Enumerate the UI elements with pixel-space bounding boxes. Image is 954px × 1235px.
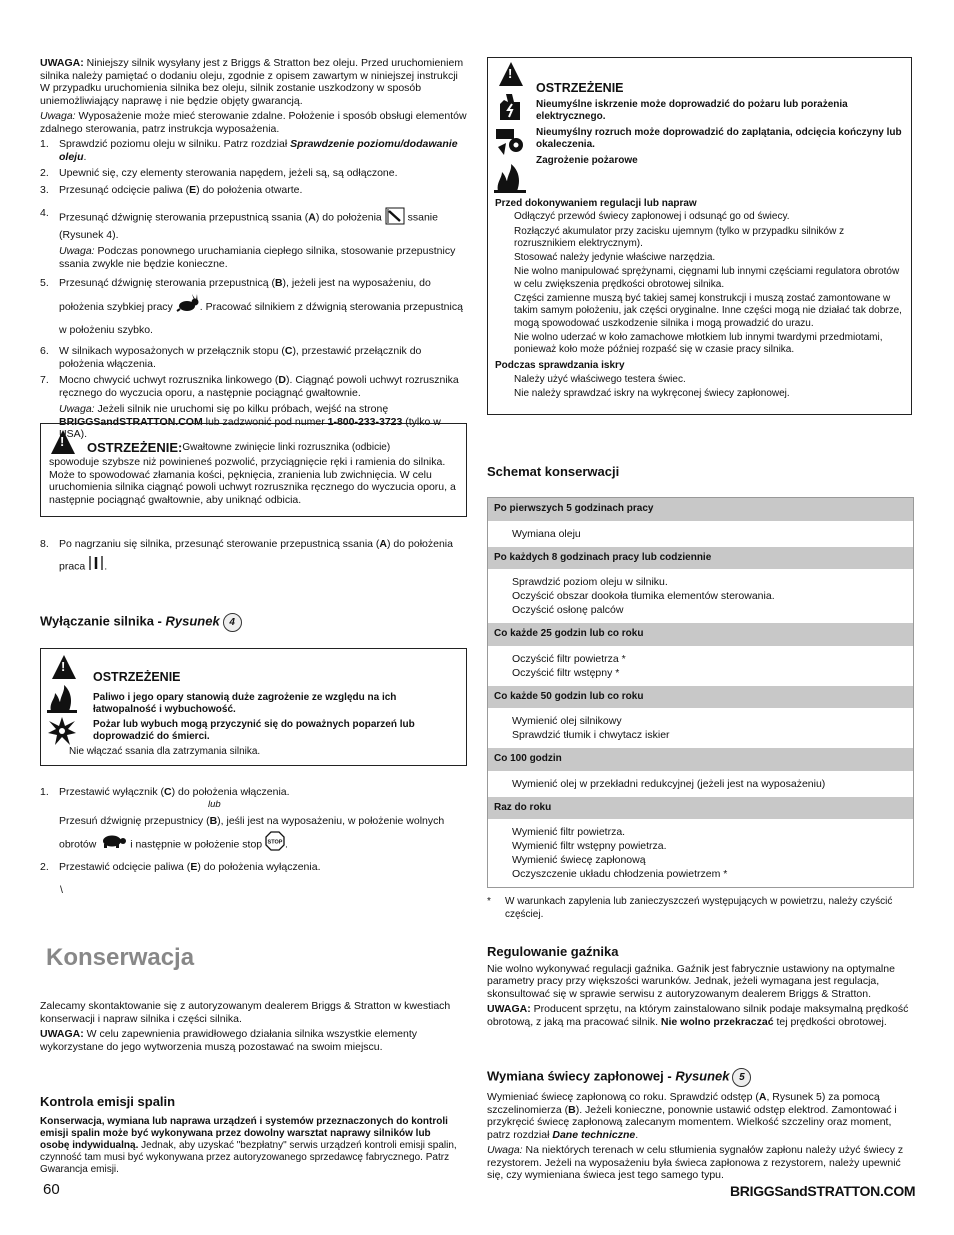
footnote-mark: * — [487, 896, 491, 907]
warning-subtitle: Przed dokonywaniem regulacji lub napraw — [495, 198, 697, 209]
schedule-items — [488, 646, 913, 686]
step-text: ) do położenia praca — [59, 538, 453, 573]
step-text: ). Ciągnąć powoli uchwyt rozrusznika ręcznego do wyczucia oporu, a następnie pociągnąć gwałtownie. — [59, 374, 459, 399]
step-text: Przestawić odcięcie paliwa ( — [59, 861, 191, 873]
stop-alt — [40, 811, 467, 858]
warning-title: OSTRZEŻENIE — [536, 81, 624, 95]
warning-label: UWAGA: — [40, 1028, 84, 1040]
step-number: 6. — [40, 345, 49, 357]
maintenance-text: Zalecamy skontaktowanie się z autoryzowanym dealerem Briggs & Stratton w kwestiach konserwacji i napraw silnika i części silnika. — [40, 1000, 451, 1025]
warning-item: Nie wolno uderzać w koło zamachowe młotkiem lub innymi twardymi przedmiotami, ponieważ koło może później rozpaść się w czasie pracy silnika. — [514, 331, 883, 356]
schedule-item: Oczyszczenie układu chłodzenia powietrzem * — [512, 868, 728, 880]
step-text: ) do położenia otwarte. — [196, 183, 303, 196]
maintenance-schedule-table — [487, 497, 914, 888]
schedule-item: Oczyścić obszar dookoła tłumika elementów sterowania. — [512, 590, 775, 602]
step-text: . — [83, 150, 87, 163]
figure-ref: 5 — [732, 1068, 751, 1087]
emission-text — [40, 1116, 460, 1176]
spark-plug-title — [487, 1068, 912, 1087]
hazard-icons — [494, 62, 530, 196]
step-number: 1. — [40, 786, 49, 798]
warning-triangle-icon — [51, 430, 75, 454]
stop-engine-title — [40, 613, 467, 632]
note-text: (tylko w USA). — [59, 415, 441, 440]
note-text: lub zadzwonić pod numer — [202, 415, 328, 428]
note-label: Uwaga: — [487, 1144, 523, 1156]
svg-text:STOP: STOP — [267, 839, 283, 846]
step-text: Przestawić wyłącznik ( — [59, 786, 165, 798]
stop-step-2 — [40, 861, 467, 874]
warning-box-recoil — [40, 423, 467, 517]
warning-body — [69, 670, 458, 758]
stop-steps — [40, 786, 467, 878]
stray-mark: \ — [60, 884, 63, 896]
schedule-footnote — [487, 896, 907, 921]
schedule-item: Wymienić filtr wstępny powietrza. — [512, 840, 667, 852]
note-label: Uwaga: — [40, 110, 76, 122]
step-ref: B — [209, 815, 218, 827]
stop-step-1 — [40, 786, 467, 799]
warning-text: tej prędkości obrotowej. — [773, 1015, 887, 1028]
step-text: Mocno chwycić uchwyt rozrusznika linkowego ( — [59, 374, 279, 386]
warning-text: Zagrożenie pożarowe — [536, 155, 638, 166]
maintenance-intro — [40, 1000, 470, 1056]
warning-item: Stosować należy jedynie właściwe narzędzia. — [514, 252, 716, 264]
spark-plug-section — [487, 1068, 912, 1182]
warning-title: OSTRZEŻENIE — [93, 670, 181, 684]
step-text: W silnikach wyposażonych w przełącznik stopu ( — [59, 345, 285, 357]
note-text: Wyposażenie może mieć sterowanie zdalne. Położenie i sposób obsługi elementów zdalnego sterowania, patrz instrukcja wyposażenia. — [40, 110, 467, 135]
hazard-icons — [47, 655, 81, 750]
warning-list — [495, 374, 905, 401]
step-text: ), jeśli jest na wyposażeniu, w położenie wolnych obrotów — [59, 815, 445, 851]
schedule-item: Oczyścić osłonę palców — [512, 604, 624, 616]
note-remote — [40, 110, 467, 135]
carburetor-warning — [487, 1003, 912, 1028]
warning-details — [495, 198, 905, 400]
schedule-item: Oczyścić filtr wstępny * — [512, 666, 620, 679]
warning-title: OSTRZEŻENIE: — [87, 439, 183, 455]
step-1 — [40, 138, 467, 163]
text: ). Jeżeli konieczne, ponownie ustawić odstęp elektrod. Zamontować i przykręcić świecę zapłonową zalecanym momentem. Wielkość szczeliny oraz moment, patrz rozdział — [487, 1103, 897, 1141]
warning-text: Producent sprzętu, na którym zainstalowano silnik podaje maksymalną prędkość obrotową, z jaką ma pracować silnik. — [487, 1003, 909, 1028]
warning-text: Nieumyślne iskrzenie może doprowadzić do pożaru lub porażenia elektrycznego. — [536, 99, 848, 122]
or-label: lub — [208, 798, 221, 810]
fire-icon — [47, 683, 77, 713]
step-4 — [40, 207, 467, 241]
carburetor-section — [487, 946, 912, 1028]
warning-text: Nie włączać ssania dla zatrzymania silnika. — [69, 745, 261, 757]
schedule-items — [488, 771, 913, 797]
step-number: 2. — [40, 861, 49, 873]
warning-body — [536, 82, 906, 167]
phone-number: 1-800-233-3723 — [327, 415, 403, 428]
website-link[interactable]: BRIGGSandSTRATTON.COM — [59, 415, 203, 428]
warning-item: Nie należy sprawdzać iskry na wykręconej świecy zapłonowej. — [514, 388, 790, 400]
step-2 — [40, 167, 467, 180]
text: Wymieniać świecę zapłonową co roku. Sprawdzić odstęp ( — [487, 1091, 759, 1103]
footnote-text: W warunkach zapylenia lub zanieczyszczeń występujących w powietrzu, należy czyścić częściej. — [505, 896, 893, 920]
turtle-slow-icon — [99, 834, 127, 855]
step-text: ), przestawić przełącznik do położenia włączenia. — [59, 345, 422, 370]
step-text: ), jeżeli jest na wyposażeniu, do położenia szybkiej pracy — [59, 277, 431, 313]
schedule-item: Sprawdzić poziom oleju w silniku. — [512, 576, 668, 588]
step-4-note — [40, 245, 467, 270]
section-title: Wymiana świecy zapłonowej - — [487, 1068, 676, 1084]
step-text: Upewnić się, czy elementy sterowania napędem, jeżeli są, są odłączone. — [59, 167, 398, 179]
step-text: ) do położenia włączenia. — [171, 786, 290, 798]
schedule-item: Wymienić olej w przekładni redukcyjnej (jeżeli jest na wyposażeniu) — [512, 777, 826, 790]
schedule-items — [488, 708, 913, 748]
schedule-item: Oczyścić filtr powietrza * — [512, 652, 626, 665]
schedule-item: Wymiana oleju — [512, 527, 581, 540]
step-ref: A — [308, 211, 316, 224]
step-ref: Sprawdzenie poziomu/dodawanie oleju — [59, 138, 458, 163]
step-ref: B — [274, 277, 283, 289]
fire-icon — [494, 161, 526, 193]
section-title: Rysunek — [165, 613, 220, 629]
figure-ref: 4 — [223, 613, 242, 632]
warning-list — [495, 211, 905, 356]
step-ref: D — [278, 374, 287, 386]
warning-text: W celu zapewnienia prawidłowego działania silnika wszystkie elementy wykorzystane do jego wytworzenia muszą pozostawać na swoim miejscu. — [40, 1028, 417, 1053]
warning-item: Odłączyć przewód świecy zapłonowej i odsunąć go od świecy. — [514, 211, 790, 223]
spark-plug-text — [487, 1091, 912, 1141]
step-text: . — [285, 838, 288, 851]
schedule-header: Po pierwszych 5 godzinach pracy — [488, 498, 913, 521]
page-number: 60 — [43, 1181, 60, 1198]
step-number: 4. — [40, 207, 49, 219]
warning-label: UWAGA: — [487, 1003, 531, 1015]
step-7 — [40, 374, 467, 399]
schedule-items — [488, 569, 913, 623]
step-text: Sprawdzić poziomu oleju w silniku. Patrz rozdział — [59, 138, 291, 150]
step-6 — [40, 345, 467, 370]
step-ref: C — [284, 345, 293, 357]
warning-item: Należy użyć właściwego testera świec. — [514, 373, 686, 385]
step-number: 8. — [40, 538, 49, 550]
step-5 — [40, 273, 467, 341]
step-number: 2. — [40, 167, 49, 179]
step-text: Po nagrzaniu się silnika, przesunąć sterowanie przepustnicą ssania ( — [59, 538, 380, 550]
rabbit-fast-icon — [176, 294, 200, 320]
maintenance-title: Konserwacja — [46, 944, 195, 971]
step-ref: C — [164, 786, 172, 798]
note-text: Jeżeli silnik nie uruchomi się po kilku próbach, wejść na stronę — [94, 403, 389, 415]
emission-normal: Jednak, aby uzyskać "bezpłatny" serwis urządzeń kontroli emisji spalin, czynność tam musi być wykonywana przez autoryzowanego sprzedawcę fabrycznego. Patrz Gwarancja emisji. — [40, 1139, 457, 1175]
maintenance-warning — [40, 1028, 470, 1053]
schedule-header: Co każde 50 godzin lub co roku — [488, 686, 913, 709]
intro-warning — [40, 57, 467, 107]
intro-warning-label: UWAGA: — [40, 57, 84, 69]
step-ref: E — [189, 183, 197, 196]
schedule-items — [488, 819, 913, 887]
ref: Dane techniczne — [552, 1128, 636, 1141]
schedule-header: Po każdych 8 godzinach pracy lub codziennie — [488, 547, 913, 570]
emission-section — [40, 1096, 460, 1176]
choke-icon — [385, 207, 405, 229]
note-label: Uwaga: — [59, 245, 95, 257]
section-title: Regulowanie gaźnika — [487, 944, 619, 959]
warning-text: Paliwo i jego opary stanowią duże zagrożenie ze względu na ich łatwopalność i wybuchowość. — [93, 691, 397, 715]
section-title: Kontrola emisji spalin — [40, 1094, 176, 1109]
step-text: ssanie (Rysunek 4). — [59, 211, 438, 241]
explosion-icon — [47, 716, 77, 746]
warning-text: Nieumyślny rozruch może doprowadzić do zaplątania, odcięcia kończyny lub okaleczenia. — [536, 127, 902, 150]
step-8 — [40, 534, 467, 583]
stop-icon — [265, 831, 285, 858]
ref: B — [568, 1103, 576, 1116]
step-text: . — [104, 560, 108, 573]
start-steps — [40, 138, 467, 441]
step-text: Przesunąć dźwignię sterowania przepustnicą ( — [59, 277, 275, 289]
step-text: i następnie w położenie stop — [127, 838, 263, 851]
warning-item: Części zamienne muszą być takiej samej konstrukcji i muszą zostać zamontowane w takim samym położeniu, jak części oryginalne. Inne części mogą nie działać tak dobrze, mogą spowodować uszkodzenie silnika i mogą prowadzić do urazu. — [514, 293, 902, 329]
schedule-title: Schemat konserwacji — [487, 464, 620, 479]
step-text: Przesuń dźwignię przepustnicy ( — [59, 815, 210, 827]
warning-triangle-icon — [499, 62, 523, 86]
ref: A — [758, 1091, 767, 1103]
carburetor-text: Nie wolno wykonywać regulacji gaźnika. Gaźnik jest fabrycznie ustawiony na optymalne parametry pracy przy większości warunków. Jednak, jeżeli wymagana jest regulacja, skonsultować się w sprawie serwisu z autoryzowanym dealerem Briggs & Stratton. — [487, 962, 895, 1000]
step-text: Przesunąć odcięcie paliwa ( — [59, 183, 190, 196]
warning-item: Nie wolno manipulować sprężynami, cięgnami lub innymi częściami regulatora obrotów w celu zwiększenia prędkości obrotowej silnika. — [514, 266, 900, 290]
step-text: ) do położenia — [315, 211, 382, 224]
text: . — [635, 1128, 639, 1141]
schedule-item: Wymienić filtr powietrza. — [512, 826, 626, 838]
note-label: Uwaga: — [59, 403, 95, 415]
step-8-item — [40, 534, 467, 579]
schedule-header: Raz do roku — [488, 797, 913, 820]
step-3 — [40, 184, 467, 197]
step-number: 3. — [40, 183, 49, 196]
schedule-item: Wymienić olej silnikowy — [512, 715, 622, 727]
step-text: ) do położenia wyłączenia. — [197, 861, 321, 873]
warning-subtitle: Podczas sprawdzania iskry — [495, 359, 625, 371]
note-text: Na niektórych terenach w celu stłumienia sygnałów zapłonu należy użyć świecy z rezystorem. Jeżeli na wyposażeniu była świeca zapłonowa z rezystorem, należy upewnić się, czy wymieniana świeca jest tego samego typu. — [487, 1144, 904, 1181]
warning-text: spowoduje szybsze niż powinieneś pozwolić, przyciągnięcie ręki i ramienia do silnika. Może to spowodować złamania kości, pęknięcia, zranienia lub zwichnięcia. W celu uruchomienia silnika ciągnąć powoli uchwyt rozrusznika ręcznego do wyczucia oporu, a następnie pociągnąć gwałtownie, aby uniknąć odbicia. — [49, 456, 456, 506]
warning-box-spark — [487, 57, 912, 415]
schedule-header: Co 100 godzin — [488, 748, 913, 771]
warning-text: Gwałtowne zwinięcie linki rozrusznika (odbicie) — [182, 441, 391, 453]
spark-plug-note — [487, 1144, 912, 1182]
warning-head — [49, 430, 458, 454]
emission-bold: Konserwacja, wymiana lub naprawa urządzeń i systemów przeznaczonych do kontroli emisji spalin może być wykonywana przez dowolny warsztat naprawy silników lub osobę indywidualną. — [40, 1115, 448, 1151]
text: , Rysunek 5) za pomocą szczelinomierza ( — [487, 1091, 880, 1116]
shock-icon — [494, 90, 526, 122]
step-ref: A — [379, 538, 388, 550]
warning-bold: Nie wolno przekraczać — [660, 1015, 774, 1028]
schedule-item: Wymienić świecę zapłonową — [512, 854, 646, 866]
intro-warning-text: Niniejszy silnik wysyłany jest z Briggs & Stratton bez oleju. Przed uruchomieniem silnika należy pamiętać o dodaniu oleju, zgodnie z opisem zawartym w niniejszej instrukcji W przypadku uruchomienia silnika bez oleju, silnik zostanie uszkodzony w sposób uniemożliwiający naprawę i nie będzie objęty gwarancją. — [40, 57, 464, 107]
step-number: 5. — [40, 277, 49, 289]
schedule-header: Co każde 25 godzin lub co roku — [488, 623, 913, 646]
left-column — [40, 57, 467, 444]
section-title: Wyłączanie silnika - — [40, 613, 166, 629]
step-number: 1. — [40, 138, 49, 150]
step-text: . Pracować silnikiem z dźwignią sterowania przepustnicą w położeniu szybko. — [59, 300, 463, 336]
warning-text: Pożar lub wybuch mogą przyczynić się do poważnych poparzeń lub doprowadzić do śmierci. — [93, 718, 415, 742]
step-number: 7. — [40, 374, 49, 386]
warning-item: Rozłączyć akumulator przy zacisku ujemnym (tylko w przypadku silników z rozrusznikiem elektrycznym). — [514, 225, 845, 249]
note-text: Podczas ponownego uruchamiania ciepłego silnika, stosowanie przepustnicy ssania zwykle nie będzie konieczne. — [59, 245, 456, 270]
section-title: Rysunek — [675, 1068, 730, 1084]
run-icon — [88, 554, 104, 579]
schedule-item: Sprawdzić tłumik i chwytacz iskier — [512, 729, 670, 741]
schedule-items — [488, 521, 913, 547]
warning-triangle-icon — [52, 655, 76, 679]
step-text: Przesunąć dźwignię sterowania przepustnicą ssania ( — [59, 211, 309, 224]
warning-box-fuel — [40, 648, 467, 766]
entanglement-icon — [494, 125, 526, 157]
step-ref: E — [190, 861, 198, 873]
brand-url: BRIGGSandSTRATTON.COM — [730, 1183, 916, 1199]
